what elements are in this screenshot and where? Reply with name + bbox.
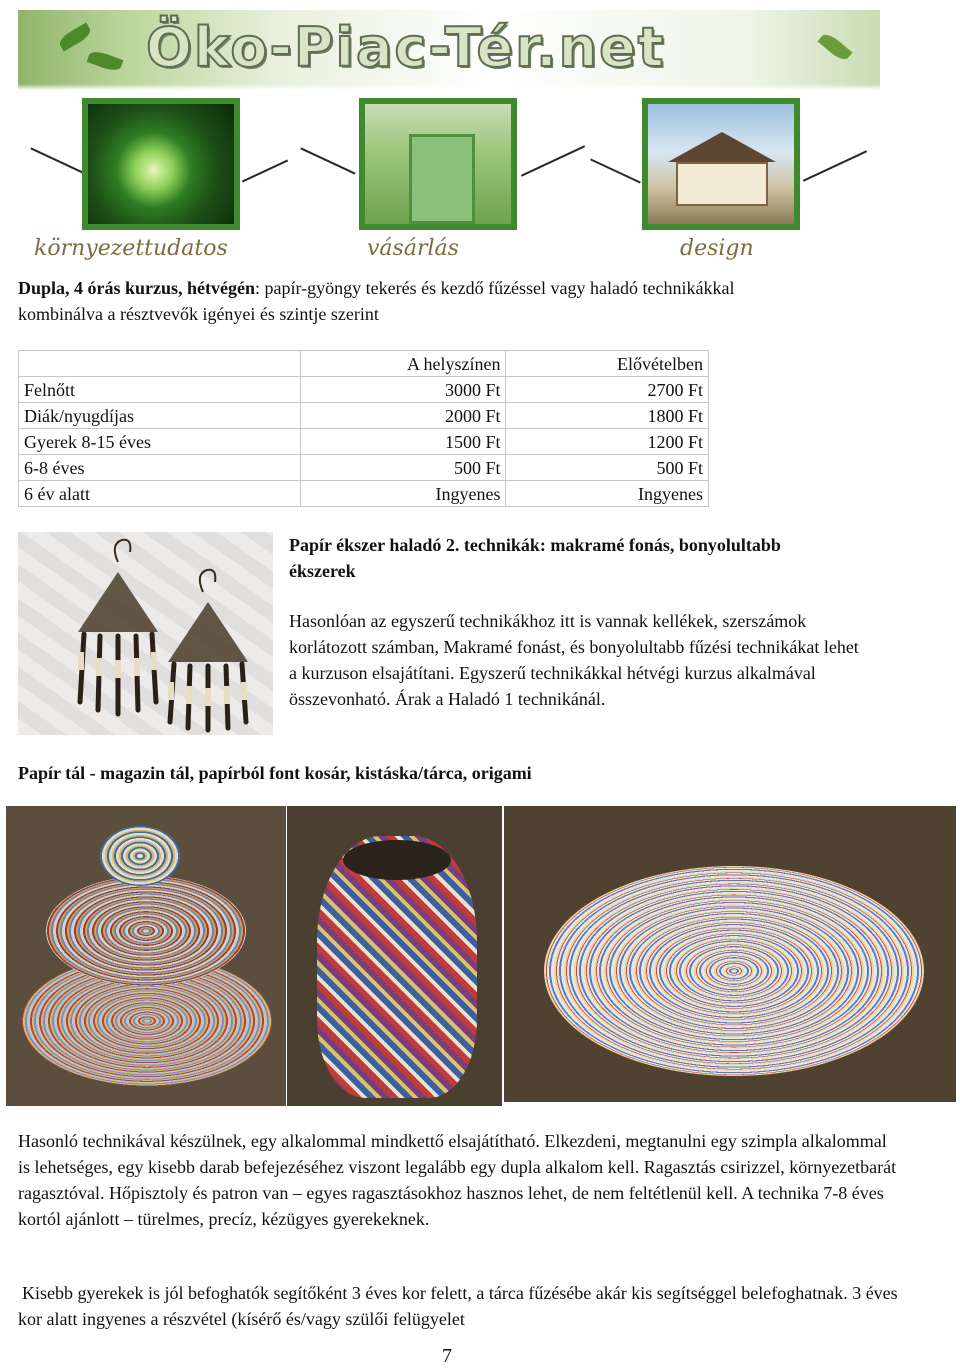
table-row (19, 455, 709, 481)
table-cell: 6-8 éves (19, 455, 301, 481)
jewelry-heading: Papír ékszer haladó 2. technikák: makramé fonás, bonyolultabb ékszerek (289, 535, 781, 581)
caption-design: design (680, 236, 754, 261)
table-cell: 1800 Ft (506, 403, 709, 429)
bowl-body-2: Kisebb gyerekek is jól befoghatók segítőként 3 éves kor felett, a tárca fűzésébe akár kis segítséggel belefoghatnak. 3 éves kor alatt ingyenes a részvétel (kísérő és/vagy szülői felügyelet (18, 1283, 898, 1329)
woven-pot-photo (287, 806, 502, 1106)
price-table (18, 350, 709, 507)
table-cell: 2700 Ft (506, 377, 709, 403)
caption-eco: környezettudatos (34, 236, 228, 261)
table-cell: 1500 Ft (301, 429, 506, 455)
jewelry-body: Hasonlóan az egyszerű technikákhoz itt is vannak kellékek, szerszámok korlátozott számban, Makramé fonást, és bonyolultabb fűzési technikákat lehet a kurzuson elsajátítani. Egyszerű technikákkal hétvégi kurzus alkalmával összevonható. Árak a Haladó 1 technikánál. (289, 611, 859, 709)
table-header-cell: A helyszínen (301, 351, 506, 377)
header-banner (18, 10, 880, 272)
table-header-cell: Elővételben (506, 351, 709, 377)
branch-decoration (300, 147, 355, 174)
intro-bold-lead: Dupla, 4 órás kurzus, hétvégén (18, 278, 256, 298)
gazebo-photo (642, 98, 800, 230)
magazine-bowl-photo (6, 806, 286, 1106)
page-number: 7 (442, 1345, 452, 1367)
intro-paragraph (18, 275, 818, 327)
branch-decoration (242, 160, 288, 183)
table-header-cell (19, 351, 301, 377)
table-cell: Gyerek 8-15 éves (19, 429, 301, 455)
table-cell: 500 Ft (506, 455, 709, 481)
branch-decoration (590, 158, 641, 183)
table-cell: Ingyenes (301, 481, 506, 507)
table-cell: Felnőtt (19, 377, 301, 403)
table-cell: 6 év alatt (19, 481, 301, 507)
intro-text: : papír-gyöngy tekerés és kezdő fűzéssel vagy haladó technikákkal kombinálva a résztvevők igényei és szintje szerint (18, 278, 735, 324)
table-row (19, 429, 709, 455)
bowl-heading: Papír tál - magazin tál, papírból font kosár, kistáska/tárca, origami (18, 763, 532, 783)
coiled-tray-photo (504, 806, 956, 1102)
table-row (19, 377, 709, 403)
table-row (19, 481, 709, 507)
earrings-illustration (18, 532, 273, 735)
branch-decoration (30, 147, 85, 174)
table-cell: 500 Ft (301, 455, 506, 481)
table-cell: 1200 Ft (506, 429, 709, 455)
table-row (19, 403, 709, 429)
site-title: Öko-Piac-Tér.net (146, 16, 666, 79)
table-cell: 2000 Ft (301, 403, 506, 429)
table-header-row (19, 351, 709, 377)
bag-photo (359, 98, 517, 230)
earrings-photo (18, 532, 273, 735)
branch-decoration (521, 145, 585, 176)
table-cell: Ingyenes (506, 481, 709, 507)
branch-decoration (803, 150, 867, 181)
table-cell: Diák/nyugdíjas (19, 403, 301, 429)
caption-shopping: vásárlás (367, 236, 459, 261)
globe-photo (82, 98, 240, 230)
bowl-body-1: Hasonló technikával készülnek, egy alkalommal mindkettő elsajátítható. Elkezdeni, megtanulni egy szimpla alkalommal is lehetséges, egy kisebb darab befejezéséhez viszont legalább egy dupla alkalom kell. Ragasztás csirizzel, környezetbarát ragasztóval. Hőpisztoly és patron van – egyes ragasztásokhoz hasznos lehet, de nem feltétlenül kell. A technika 7-8 éves kortól ajánlott – türelmes, precíz, kézügyes gyerekeknek. (18, 1131, 897, 1229)
table-cell: 3000 Ft (301, 377, 506, 403)
